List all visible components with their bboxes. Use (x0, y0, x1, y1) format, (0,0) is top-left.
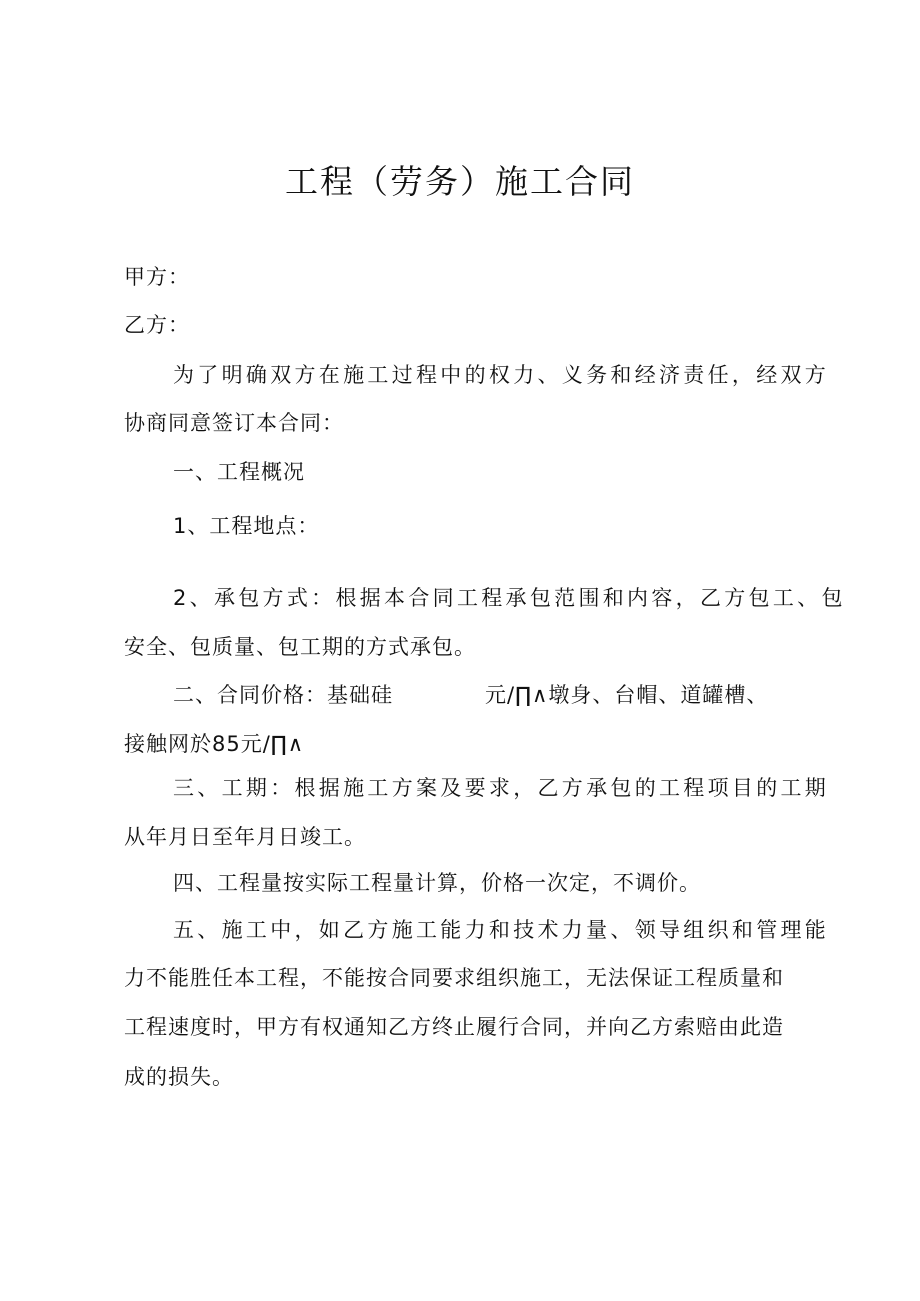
section-2-line-2: 接触网於85元/∏∧ (124, 732, 305, 756)
section-5-line-2: 力不能胜任本工程，不能按合同要求组织施工，无法保证工程质量和 (124, 966, 784, 990)
section-5-line-1: 五、施工中，如乙方施工能力和技术力量、领导组织和管理能 (173, 918, 830, 942)
section-2-line-1 (173, 680, 768, 710)
section-4-text: 四、工程量按实际工程量计算，价格一次定，不调价。 (173, 871, 701, 895)
intro-line-1: 为了明确双方在施工过程中的权力、义务和经济责任，经双方 (173, 363, 830, 387)
section-3-line-1: 三、工期：根据施工方案及要求，乙方承包的工程项目的工期 (173, 776, 830, 800)
intro-line-2: 协商同意签订本合同： (124, 411, 344, 435)
item-2-line-1: 2、承包方式：根据本合同工程承包范围和内容，乙方包工、包 (173, 586, 846, 610)
item-2-line-2: 安全、包质量、包工期的方式承包。 (124, 635, 476, 659)
section-2-label: 二、合同价格：基础硅 (173, 683, 393, 707)
item-1-location: 1、工程地点： (173, 514, 320, 538)
document-title: 工程（劳务）施工合同 (285, 162, 635, 201)
section-5-line-4: 成的损失。 (124, 1065, 234, 1089)
section-5-line-3: 工程速度时，甲方有权通知乙方终止履行合同，并向乙方索赔由此造 (124, 1015, 784, 1039)
party-a-label: 甲方： (124, 265, 190, 289)
section-1-heading: 一、工程概况 (173, 460, 305, 484)
section-2-price-part: 元/∏∧墩身、台帽、道罐槽、 (485, 683, 769, 707)
party-b-label: 乙方： (124, 313, 190, 337)
section-3-line-2: 从年月日至年月日竣工。 (124, 825, 366, 849)
